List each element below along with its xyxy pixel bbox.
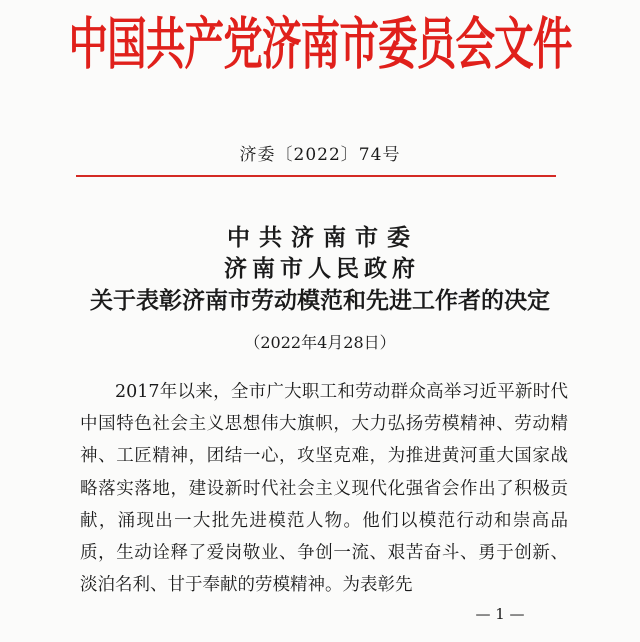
page-number: — 1 — bbox=[475, 605, 525, 623]
decision-title: 关于表彰济南市劳动模范和先进工作者的决定 bbox=[90, 287, 550, 314]
issuer-line-party-committee: 中共济南市委 bbox=[227, 224, 419, 251]
red-header-title: 中国共产党济南市委员会文件 bbox=[68, 11, 572, 77]
document-date: （2022年4月28日） bbox=[244, 333, 396, 352]
document-number: 济委〔2022〕74号 bbox=[239, 145, 401, 165]
issuer-line-government: 济南市人民政府 bbox=[224, 255, 420, 282]
body-paragraph: 2017年以来，全市广大职工和劳动群众高举习近平新时代中国特色社会主义思想伟大旗帜，大力弘扬劳模精神、劳动精神、工匠精神，团结一心，攻坚克难，为推进黄河重大国家战略落实落地，建设新时代社会主义现代化强省会作出了积极贡献，涌现出一大批先进模范人物。他们以模范行动和崇高品质，生动诠释了爱岗敬业、争创一流、艰苦奋斗、勇于创新、淡泊名利、甘于奉献的劳模精神。为表彰先 bbox=[80, 382, 568, 596]
red-divider-line bbox=[76, 175, 556, 177]
